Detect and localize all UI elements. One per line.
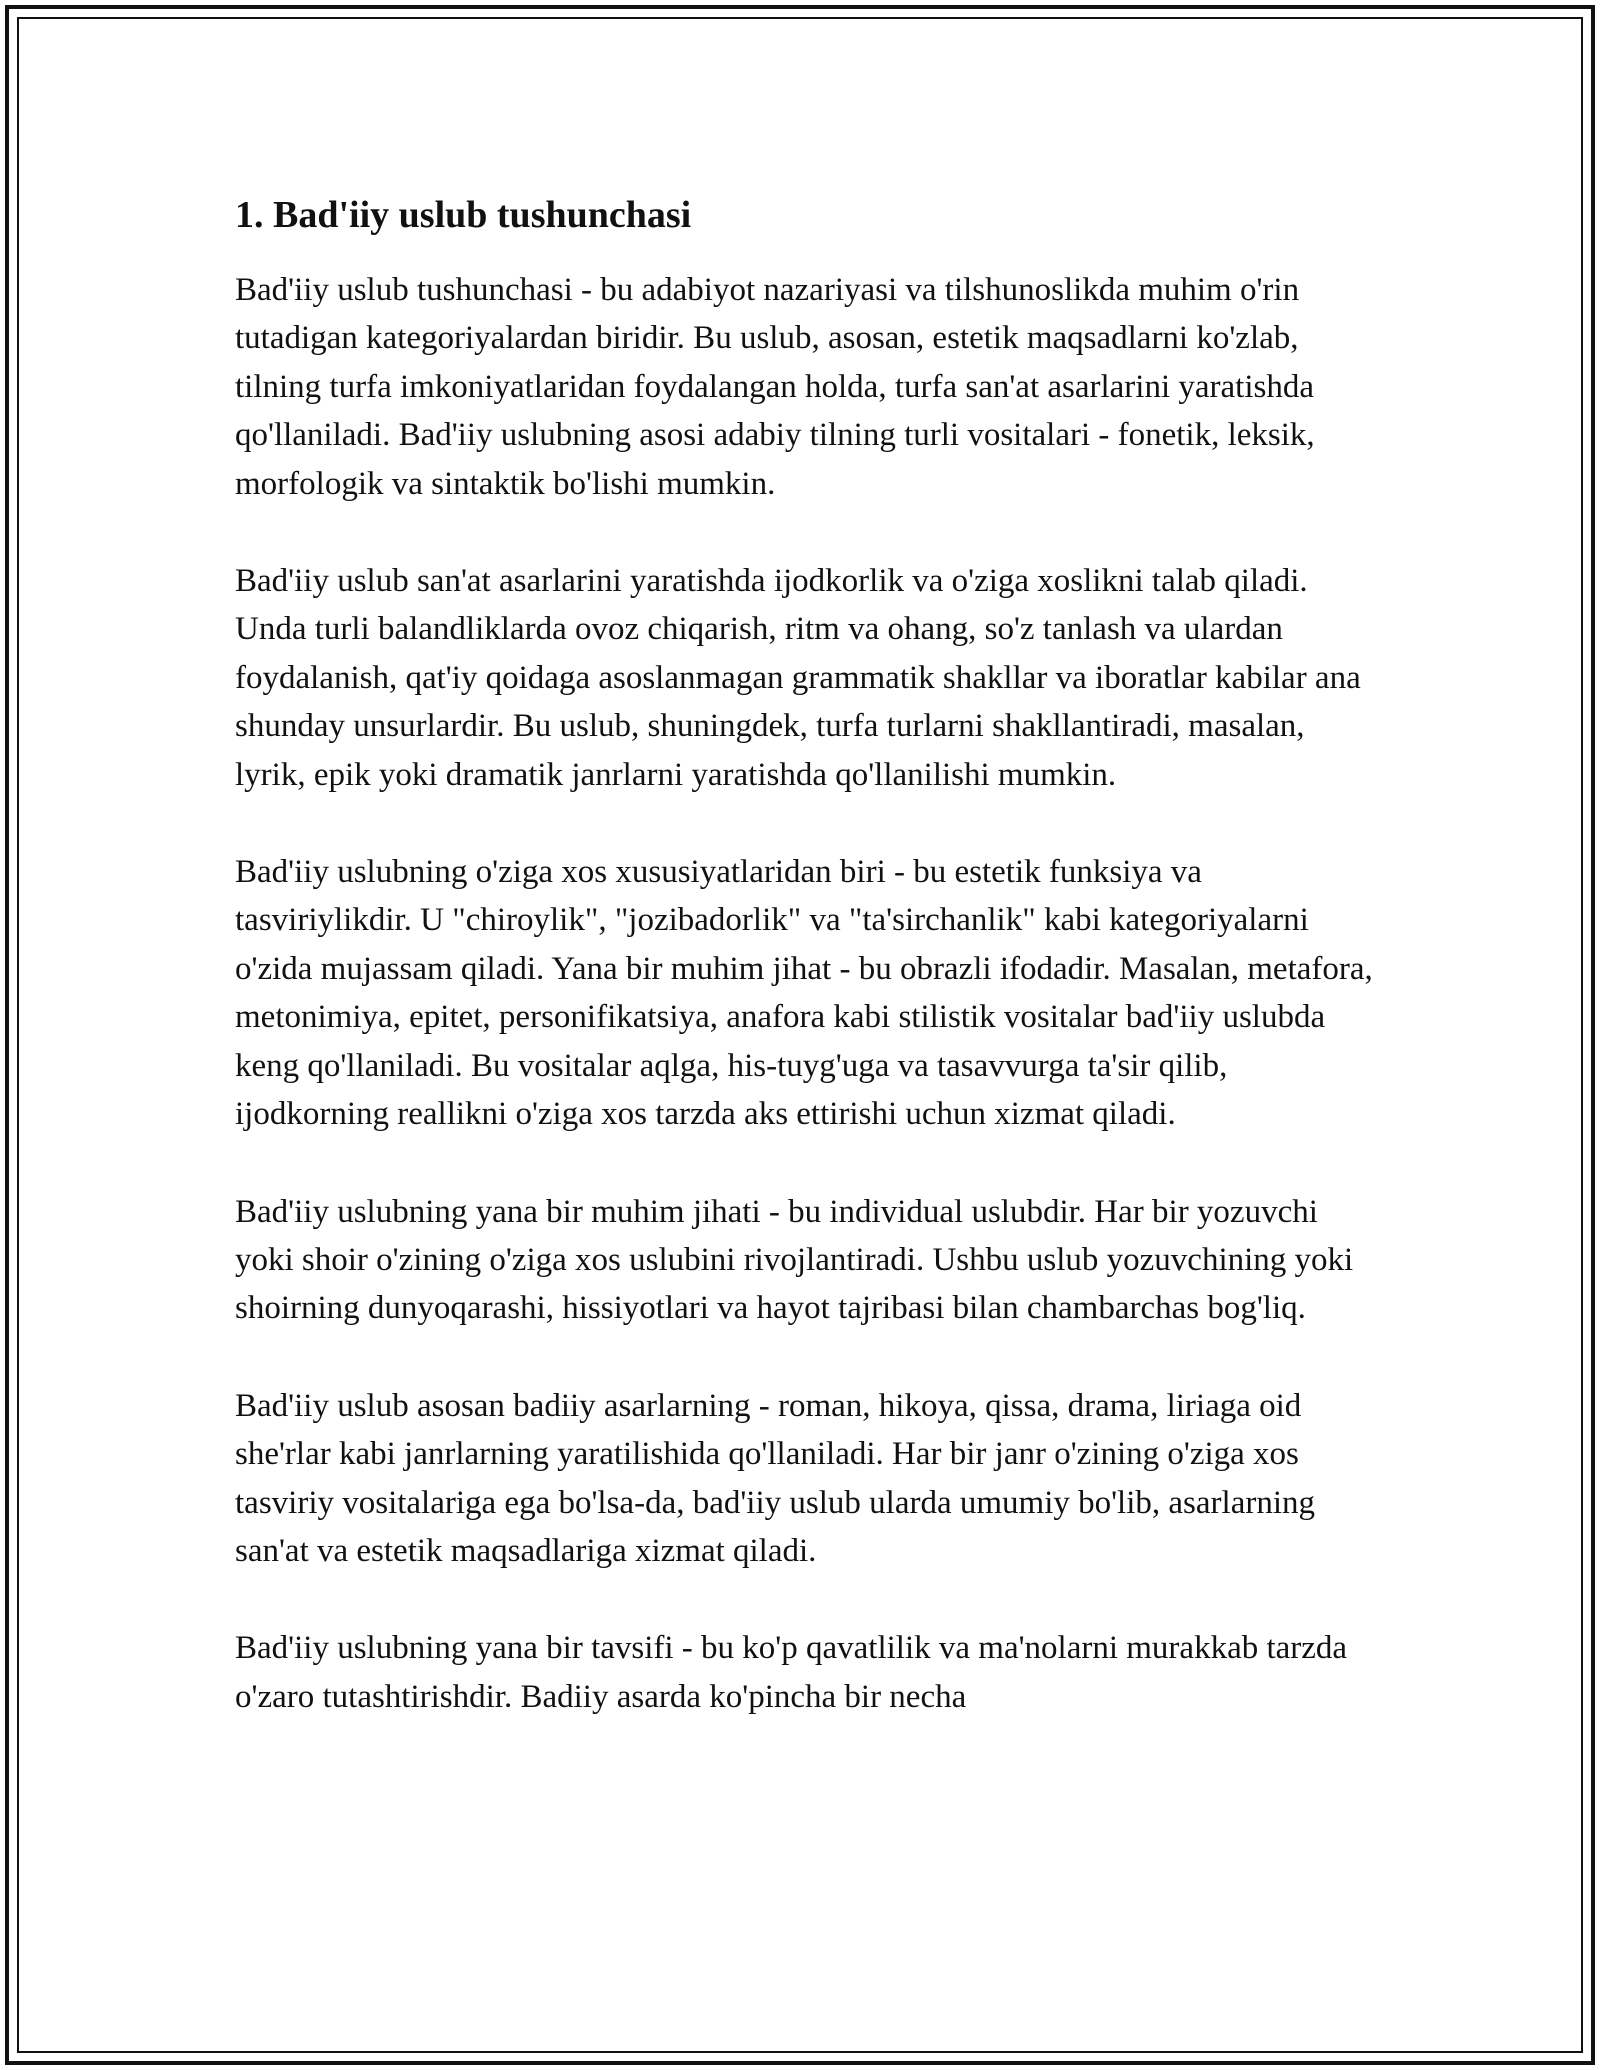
document-body xyxy=(235,190,1375,1770)
paragraph-3: Bad'iiy uslubning o'ziga xos xususiyatlaridan biri - bu estetik funksiya va tasviriylikdir. U "chiroylik", "jozibadorlik" va "ta'sirchanlik" kabi kategoriyalarni o'zida mujassam qiladi. Yana bir muhim jihat - bu obrazli ifodadir. Masalan, metafora, metonimiya, epitet, personifikatsiya, anafora kabi stilistik vositalar bad'iiy uslubda keng qo'llaniladi. Bu vositalar aqlga, his-tuyg'uga va tasavvurga ta'sir qilib, ijodkorning reallikni o'ziga xos tarzda aks ettirishi uchun xizmat qiladi. xyxy=(235,854,1373,1133)
paragraph-4: Bad'iiy uslubning yana bir muhim jihati - bu individual uslubdir. Har bir yozuvchi yoki shoir o'zining o'ziga xos uslubini rivojlantiradi. Ushbu uslub yozuvchining yoki shoirning dunyoqarashi, hissiyotlari va hayot tajribasi bilan chambarchas bog'liq. xyxy=(235,1193,1354,1327)
paragraph-5: Bad'iiy uslub asosan badiiy asarlarning - roman, hikoya, qissa, drama, liriaga oid she'rlar kabi janrlarning yaratilishida qo'llaniladi. Har bir janr o'zining o'ziga xos tasviriy vositalariga ega bo'lsa-da, bad'iiy uslub ularda umumiy bo'lib, asarlarning san'at va estetik maqsadlariga xizmat qiladi. xyxy=(235,1387,1315,1569)
section-heading: 1. Bad'iiy uslub tushunchasi xyxy=(235,194,692,236)
paragraph-1: Bad'iiy uslub tushunchasi - bu adabiyot nazariyasi va tilshunoslikda muhim o'rin tutadigan kategoriyalardan biridir. Bu uslub, asosan, estetik maqsadlarni ko'zlab, tilning turfa imkoniyatlaridan foydalangan holda, turfa san'at asarlarini yaratishda qo'llaniladi. Bad'iiy uslubning asosi adabiy tilning turli vositalari - fonetik, leksik, morfologik va sintaktik bo'lishi mumkin. xyxy=(235,272,1315,502)
paragraph-6: Bad'iiy uslubning yana bir tavsifi - bu ko'p qavatlilik va ma'nolarni murakkab tarzda o'zaro tutashtirishdir. Badiiy asarda ko'pincha bir necha xyxy=(235,1630,1348,1715)
paragraph-2: Bad'iiy uslub san'at asarlarini yaratishda ijodkorlik va o'ziga xoslikni talab qiladi. Unda turli balandliklarda ovoz chiqarish, ritm va ohang, so'z tanlash va ulardan foydalanish, qat'iy qoidaga asoslanmagan grammatik shakllar va iboratlar kabilar ana shunday unsurlardir. Bu uslub, shuningdek, turfa turlarni shakllantiradi, masalan, lyrik, epik yoki dramatik janrlarni yaratishda qo'llanilishi mumkin. xyxy=(235,563,1361,793)
